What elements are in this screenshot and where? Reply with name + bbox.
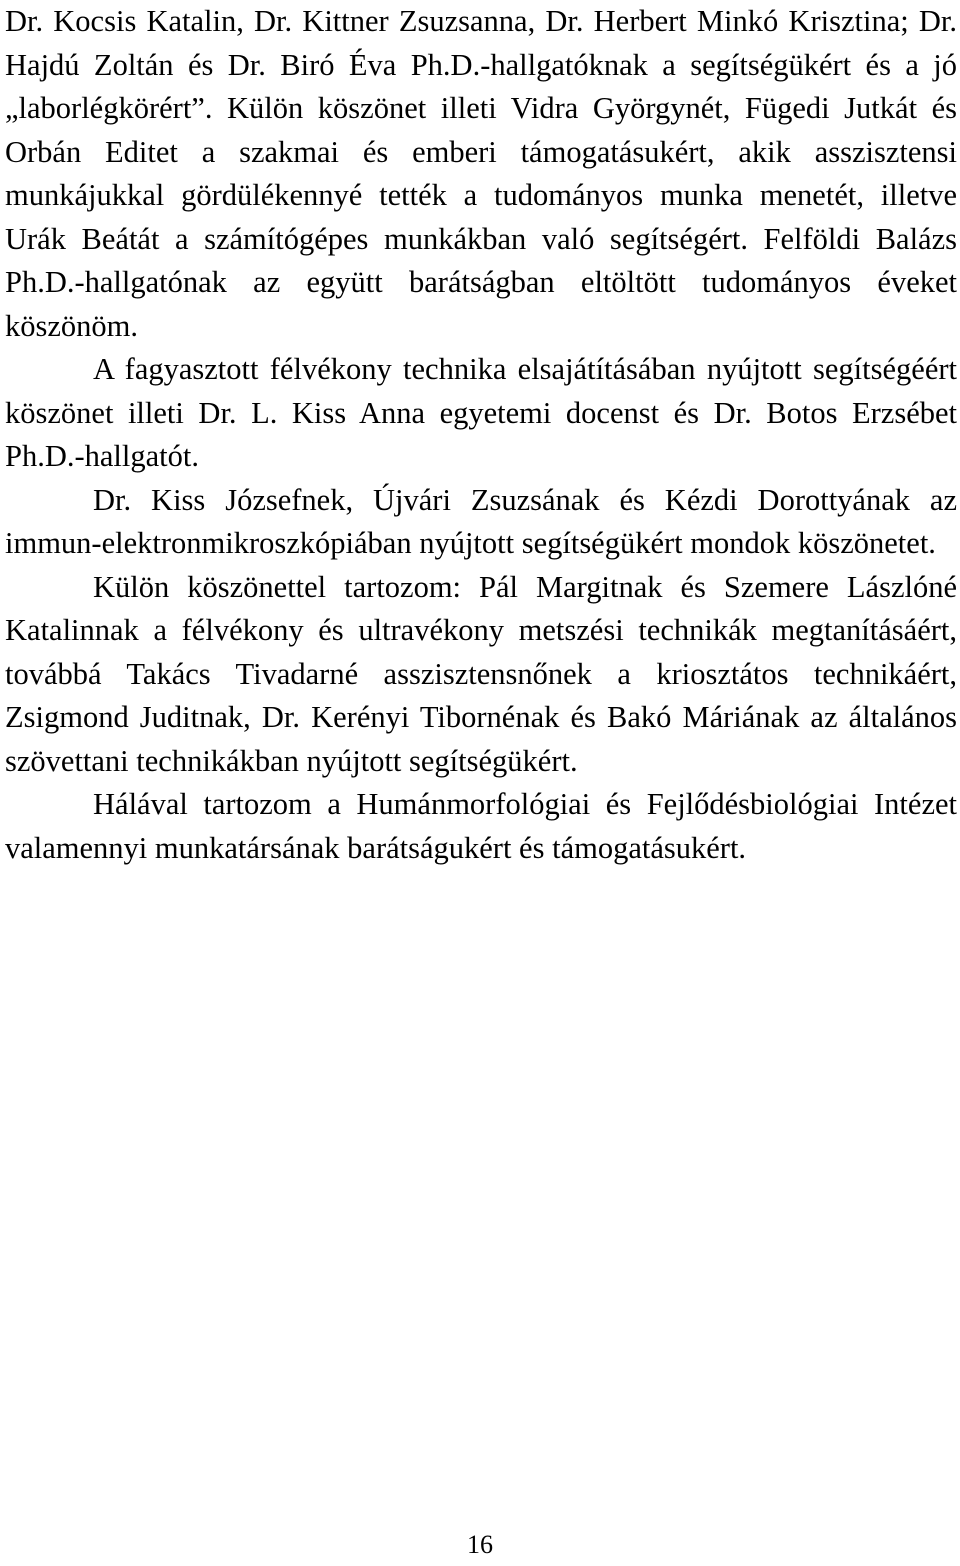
paragraph-institute-thanks: Hálával tartozom a Humánmorfológiai és Fejlődésbiológiai Intézet valamennyi munkatársának barátságukért és támogatásukért. — [5, 787, 957, 865]
paragraph-special-thanks: Külön köszönettel tartozom: Pál Margitnak és Szemere Lászlóné Katalinnak a félvékony és ultravékony metszési technikák megtanításáért, továbbá Takács Tivadarné asszisztensnőnek a kriosztátos technikáért, Zsigmond Juditnak, Dr. Kerényi Tibornénak és Bakó Máriának az általános szövettani technikákban nyújtott segítségükért. — [5, 569, 957, 778]
paragraph-immuno-em: Dr. Kiss Józsefnek, Újvári Zsuzsának és Kézdi Dorottyának az immun-elektronmikroszkópiában nyújtott segítségükért mondok köszönetet. — [5, 482, 957, 560]
paragraph-frozen-technique: A fagyasztott félvékony technika elsajátításában nyújtott segítségéért köszönet illeti Dr. L. Kiss Anna egyetemi docenst és Dr. Botos Erzsébet Ph.D.-hallgatót. — [5, 352, 957, 473]
paragraph-lab-thanks: Dr. Kocsis Katalin, Dr. Kittner Zsuzsanna, Dr. Herbert Minkó Krisztina; Dr. Hajdú Zoltán és Dr. Biró Éva Ph.D.-hallgatóknak a segítségükért és a jó „laborlégkörért”. Külön köszönet illeti Vidra Györgynét, Fügedi Jutkát és Orbán Editet a szakmai és emberi támogatásukért, akik asszisztensi munkájukkal gördülékennyé tették a tudományos munka menetét, illetve Urák Beátát a számítógépes munkákban való segítségért. Felföldi Balázs Ph.D.-hallgatónak az együtt barátságban eltöltött tudományos éveket köszönöm. — [5, 4, 957, 343]
document-page — [5, 0, 957, 870]
page-number: 16 — [467, 1530, 493, 1559]
